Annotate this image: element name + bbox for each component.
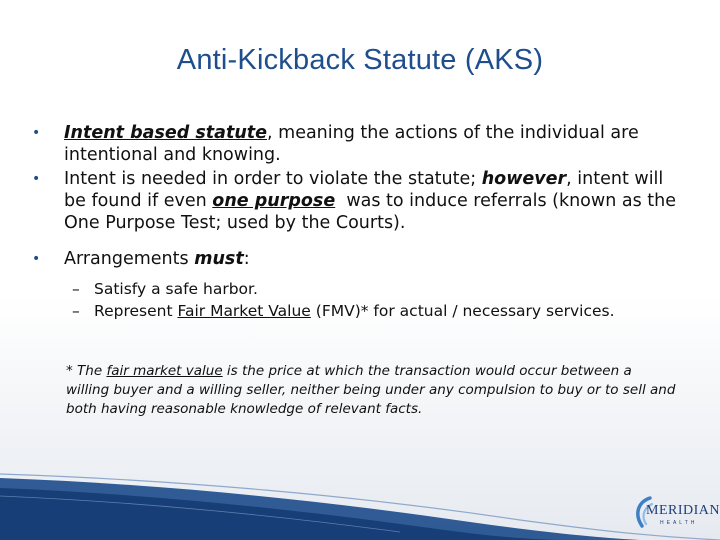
however-text: however [481,169,567,189]
bullet-text: , meaning the actions of the individual are intentional and knowing. [64,123,639,165]
bullet-text: Arrangements [64,249,195,269]
bullet-arrangements [30,248,680,270]
bullet-intent-based [30,122,680,166]
sub-bullet-list [30,278,680,322]
bullet-text: Intent is needed in order to violate the statute; [64,169,482,189]
sub-bullet-marker: – [72,302,80,320]
fair-market-value-text: Fair Market Value [177,302,311,320]
bullet-text: was to induce referrals (known as the One Purpose Test; used by the Courts). [64,191,682,233]
bullet-marker: • [32,251,41,267]
bullet-marker: • [32,171,41,187]
footer-wave-graphic [0,470,720,540]
intent-based-statute-text: Intent based statute [64,123,268,143]
slide-title: Anti-Kickback Statute (AKS) [176,44,544,76]
one-purpose-text: one purpose [212,191,336,211]
bullet-text: , intent will be found if even [64,169,664,211]
sub-bullet-fmv [30,300,680,322]
footnote [66,362,676,419]
footnote-text: * The [66,363,107,379]
sub-bullet-marker: – [72,280,80,298]
footnote-text: is the price at which the transaction would occur between a willing buyer and a willing seller, neither being under any compulsion to buy or to sell and both having reasonable knowledge of relevant facts. [66,363,676,417]
must-text: must [194,249,244,269]
bullet-text: : [243,249,250,269]
bullet-intent-needed [30,168,680,234]
sub-bullet-text: (FMV)* for actual / necessary services. [310,302,615,320]
bullet-marker: • [32,125,41,141]
sub-bullet-safe-harbor [30,278,680,300]
logo-wordmark: MERIDIAN [646,503,720,518]
logo-subtext: HEALTH [660,520,698,526]
sub-bullet-text: Satisfy a safe harbor. [94,280,258,298]
fair-market-value-footnote-text: fair market value [106,363,223,379]
bullet-list [30,122,680,322]
sub-bullet-text: Represent [94,302,178,320]
meridian-health-logo [632,490,720,534]
